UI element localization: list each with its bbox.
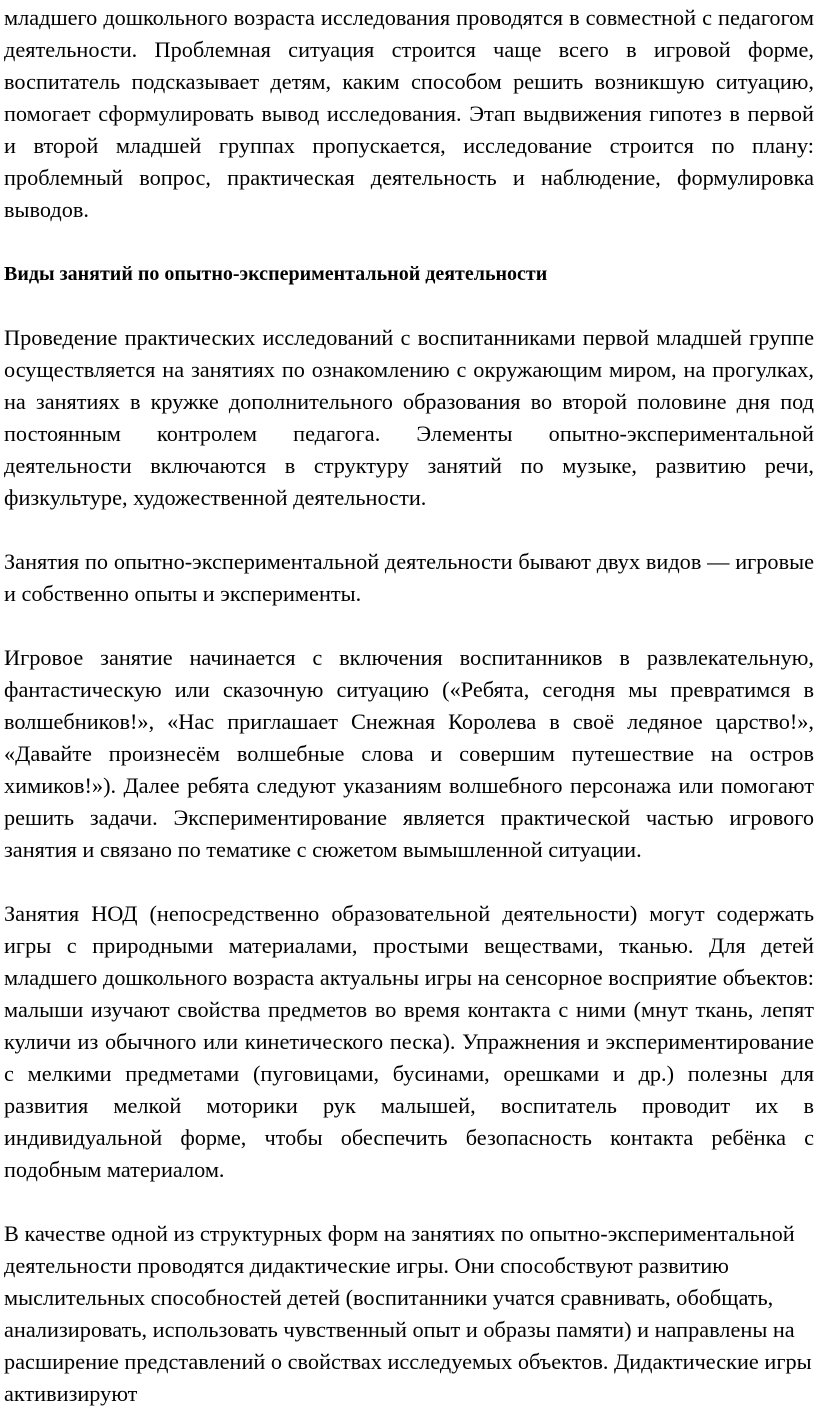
paragraph-practical-research: Проведение практических исследований с воспитанниками первой младшей группе осуществляется на занятиях по ознакомлению с окружающим миром, на прогулках, на занятиях в кружке дополнительного образования во второй половине дня под постоянным контролем педагога. Элементы опытно-экспериментальной деятельности включаются в структуру занятий по музыке, развитию речи, физкультуре, художественной деятельности. xyxy=(4,325,814,510)
paragraph-intro: младшего дошкольного возраста исследования проводятся в совместной с педагогом деятельности. Проблемная ситуация строится чаще всего в игровой форме, воспитатель подсказывает детям, каким способом решить возникшую ситуацию, помогает сформулировать вывод исследования. Этап выдвижения гипотез в первой и второй младшей группах пропускается, исследование строится по плану: проблемный вопрос, практическая деятельность и наблюдение, формулировка выводов. xyxy=(4,5,814,222)
paragraph-game-lesson: Игровое занятие начинается с включения воспитанников в развлекательную, фантастическую или сказочную ситуацию («Ребята, сегодня мы превратимся в волшебников!», «Нас приглашает Снежная Королева в своё ледяное царство!», «Давайте произнесём волшебные слова и совершим путешествие на остров химиков!»). Далее ребята следуют указаниям волшебного персонажа или помогают решить задачи. Экспериментирование является практической частью игрового занятия и связано по тематике с сюжетом вымышленной ситуации. xyxy=(4,645,814,862)
paragraph-lesson-types: Занятия по опытно-экспериментальной деятельности бывают двух видов — игровые и собственно опыты и эксперименты. xyxy=(4,549,814,606)
paragraph-didactic-games: В качестве одной из структурных форм на занятиях по опытно-экспериментальной деятельности проводятся дидактические игры. Они способствуют развитию мыслительных способностей детей (воспитанники учатся сравнивать, обобщать, анализировать, использовать чувственный опыт и образы памяти) и направлены на расширение представлений о свойствах исследуемых объектов. Дидактические игры активизируют xyxy=(4,1221,812,1406)
section-heading: Виды занятий по опытно-экспериментальной деятельности xyxy=(4,263,548,285)
paragraph-nod-lessons: Занятия НОД (непосредственно образовательной деятельности) могут содержать игры с природными материалами, простыми веществами, тканью. Для детей младшего дошкольного возраста актуальны игры на сенсорное восприятие объектов: малыши изучают свойства предметов во время контакта с ними (мнут ткань, лепят куличи из обычного или кинетического песка). Упражнения и экспериментирование с мелкими предметами (пуговицами, бусинами, орешками и др.) полезны для развития мелкой моторики рук малышей, воспитатель проводит их в индивидуальной форме, чтобы обеспечить безопасность контакта ребёнка с подобным материалом. xyxy=(4,901,814,1182)
